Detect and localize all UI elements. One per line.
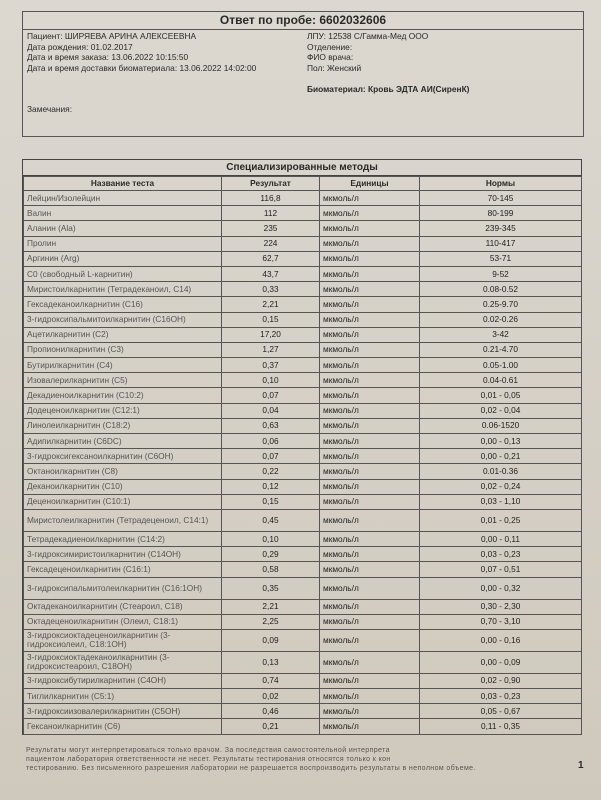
test-name: 3-гидроксигексаноилкарнитин (C6OH)	[24, 449, 222, 464]
test-name: 3-гидроксиизовалерилкарнитин (C5OH)	[24, 704, 222, 719]
test-norm: 0,11 - 0,35	[420, 719, 582, 734]
test-unit: мкмоль/л	[320, 342, 420, 357]
test-unit: мкмоль/л	[320, 509, 420, 531]
table-row	[24, 236, 582, 251]
test-name: Пропионилкарнитин (C3)	[24, 342, 222, 357]
test-name: Тиглилкарнитин (C5:1)	[24, 689, 222, 704]
lpu: ЛПУ: 12538 С/Гамма-Мед ООО	[307, 31, 429, 41]
table-row	[24, 651, 582, 673]
test-name: Пролин	[24, 236, 222, 251]
test-name: Гексадеценоилкарнитин (C16:1)	[24, 562, 222, 577]
table-row	[24, 449, 582, 464]
test-name: Додеценоилкарнитин (C12:1)	[24, 403, 222, 418]
test-result: 0,12	[222, 479, 320, 494]
test-result: 0,10	[222, 373, 320, 388]
test-name: 3-гидроксипальмитоилкарнитин (C16OH)	[24, 312, 222, 327]
table-row	[24, 191, 582, 206]
test-result: 0,22	[222, 464, 320, 479]
test-unit: мкмоль/л	[320, 418, 420, 433]
results-body	[24, 191, 582, 735]
test-unit: мкмоль/л	[320, 191, 420, 206]
table-row	[24, 221, 582, 236]
test-unit: мкмоль/л	[320, 434, 420, 449]
test-result: 116,8	[222, 191, 320, 206]
table-row	[24, 418, 582, 433]
test-name: Ацетилкарнитин (C2)	[24, 327, 222, 342]
table-row	[24, 689, 582, 704]
test-result: 0,04	[222, 403, 320, 418]
table-row	[24, 206, 582, 221]
doctor-name: ФИО врача:	[307, 52, 354, 63]
test-unit: мкмоль/л	[320, 266, 420, 281]
test-name: 3-гидроксиоктадеканоилкарнитин (3-гидроксистеароил, C18OH)	[24, 651, 222, 673]
test-unit: мкмоль/л	[320, 494, 420, 509]
order-datetime: Дата и время заказа: 13.06.2022 10:15:50	[27, 52, 189, 63]
page-number: 1	[578, 760, 584, 771]
test-unit: мкмоль/л	[320, 388, 420, 403]
table-row	[24, 297, 582, 312]
report-header	[22, 11, 584, 137]
test-unit: мкмоль/л	[320, 282, 420, 297]
test-norm: 0,02 - 0,90	[420, 673, 582, 688]
test-unit: мкмоль/л	[320, 403, 420, 418]
test-unit: мкмоль/л	[320, 689, 420, 704]
table-row	[24, 251, 582, 266]
test-unit: мкмоль/л	[320, 562, 420, 577]
table-row	[24, 403, 582, 418]
test-result: 0,29	[222, 547, 320, 562]
column-header-result: Результат	[222, 177, 320, 191]
test-name: Октаноилкарнитин (C8)	[24, 464, 222, 479]
test-norm: 0.25-9.70	[420, 297, 582, 312]
test-norm: 0,02 - 0,24	[420, 479, 582, 494]
table-row	[24, 531, 582, 546]
test-norm: 0,01 - 0,05	[420, 388, 582, 403]
test-name: Адипилкарнитин (C6DC)	[24, 434, 222, 449]
test-norm: 0.06-1520	[420, 418, 582, 433]
table-row	[24, 266, 582, 281]
test-norm: 0,03 - 0,23	[420, 547, 582, 562]
test-result: 0,15	[222, 312, 320, 327]
test-unit: мкмоль/л	[320, 479, 420, 494]
test-result: 0,33	[222, 282, 320, 297]
table-row	[24, 479, 582, 494]
disclaimer-line: Результаты могут интерпретироваться только врачом. За последствия самостоятельной интерпрета	[26, 747, 390, 754]
test-result: 0,10	[222, 531, 320, 546]
test-name: 3-гидроксиоктадеценоилкарнитин (3-гидроксиолеил, C18:1OH)	[24, 629, 222, 651]
table-row	[24, 547, 582, 562]
test-name: C0 (свободный L-карнитин)	[24, 266, 222, 281]
table-row	[24, 577, 582, 599]
test-name: Лейцин/Изолейцин	[24, 191, 222, 206]
test-name: Деценоилкарнитин (C10:1)	[24, 494, 222, 509]
test-name: Октадеканоилкарнитин (Стеароил, C18)	[24, 599, 222, 614]
test-name: Тетрадекадиеноилкарнитин (C14:2)	[24, 531, 222, 546]
test-name: Бутирилкарнитин (C4)	[24, 358, 222, 373]
column-header-name: Название теста	[24, 177, 222, 191]
table-row	[24, 719, 582, 734]
table-row	[24, 312, 582, 327]
table-row	[24, 704, 582, 719]
test-result: 0,07	[222, 449, 320, 464]
test-norm: 0,00 - 0,21	[420, 449, 582, 464]
test-norm: 239-345	[420, 221, 582, 236]
test-norm: 0,00 - 0,09	[420, 651, 582, 673]
test-name: Аргинин (Arg)	[24, 251, 222, 266]
department: Отделение:	[307, 41, 353, 52]
table-row	[24, 327, 582, 342]
test-norm: 70-145	[420, 191, 582, 206]
test-result: 0,58	[222, 562, 320, 577]
disclaimer-line: тестированию. Без письменного разрешения лаборатории не разрешается воспроизводить результаты в неполном объеме.	[26, 765, 476, 772]
test-result: 0,21	[222, 719, 320, 734]
test-result: 2,25	[222, 614, 320, 629]
test-norm: 110-417	[420, 236, 582, 251]
test-norm: 0,02 - 0,04	[420, 403, 582, 418]
test-result: 43,7	[222, 266, 320, 281]
test-norm: 0,00 - 0,13	[420, 434, 582, 449]
test-result: 62,7	[222, 251, 320, 266]
test-norm: 0,07 - 0,51	[420, 562, 582, 577]
results-section	[22, 159, 582, 735]
test-norm: 0.05-1.00	[420, 358, 582, 373]
test-unit: мкмоль/л	[320, 614, 420, 629]
test-norm: 0.21-4.70	[420, 342, 582, 357]
table-row	[24, 373, 582, 388]
table-row	[24, 614, 582, 629]
test-unit: мкмоль/л	[320, 297, 420, 312]
test-name: Деканоилкарнитин (C10)	[24, 479, 222, 494]
test-unit: мкмоль/л	[320, 221, 420, 236]
test-result: 0,15	[222, 494, 320, 509]
table-row	[24, 358, 582, 373]
test-unit: мкмоль/л	[320, 327, 420, 342]
patient-sex: Пол: Женский	[307, 62, 362, 73]
date-of-birth: Дата рождения: 01.02.2017	[27, 41, 133, 52]
test-result: 0,35	[222, 577, 320, 599]
results-table	[23, 176, 582, 735]
test-norm: 80-199	[420, 206, 582, 221]
table-row	[24, 282, 582, 297]
test-unit: мкмоль/л	[320, 651, 420, 673]
test-name: Аланин (Ala)	[24, 221, 222, 236]
column-header-units: Единицы	[320, 177, 420, 191]
table-header-row	[24, 177, 582, 191]
test-norm: 0.04-0.61	[420, 373, 582, 388]
test-name: Октадеценоилкарнитин (Олеил, C18:1)	[24, 614, 222, 629]
biomaterial: Биоматериал: Кровь ЭДТА АИ(СиренК)	[307, 84, 470, 94]
patient-info	[27, 31, 256, 73]
test-unit: мкмоль/л	[320, 629, 420, 651]
test-result: 235	[222, 221, 320, 236]
table-row	[24, 494, 582, 509]
test-unit: мкмоль/л	[320, 599, 420, 614]
test-unit: мкмоль/л	[320, 206, 420, 221]
test-result: 0,09	[222, 629, 320, 651]
table-row	[24, 342, 582, 357]
test-unit: мкмоль/л	[320, 577, 420, 599]
test-result: 0,06	[222, 434, 320, 449]
test-norm: 0,00 - 0,16	[420, 629, 582, 651]
delivery-datetime: Дата и время доставки биоматериала: 13.06.2022 14:02:00	[27, 62, 257, 73]
test-result: 0,13	[222, 651, 320, 673]
test-name: 3-гидроксибутирилкарнитин (C4OH)	[24, 673, 222, 688]
test-result: 0,46	[222, 704, 320, 719]
test-norm: 0,70 - 3,10	[420, 614, 582, 629]
patient-name: Пациент: ШИРЯЕВА АРИНА АЛЕКСЕЕВНА	[27, 31, 197, 41]
test-norm: 9-52	[420, 266, 582, 281]
test-name: 3-гидроксипальмитолеилкарнитин (C16:1OH)	[24, 577, 222, 599]
test-unit: мкмоль/л	[320, 547, 420, 562]
test-name: Линолеилкарнитин (C18:2)	[24, 418, 222, 433]
test-name: 3-гидроксимиристоилкарнитин (C14OH)	[24, 547, 222, 562]
test-norm: 0.02-0.26	[420, 312, 582, 327]
test-result: 224	[222, 236, 320, 251]
test-unit: мкмоль/л	[320, 704, 420, 719]
test-name: Декадиеноилкарнитин (C10:2)	[24, 388, 222, 403]
test-result: 0,37	[222, 358, 320, 373]
test-result: 0,07	[222, 388, 320, 403]
test-unit: мкмоль/л	[320, 449, 420, 464]
test-norm: 0,01 - 0,25	[420, 509, 582, 531]
test-norm: 0,00 - 0,32	[420, 577, 582, 599]
test-result: 112	[222, 206, 320, 221]
test-unit: мкмоль/л	[320, 358, 420, 373]
table-row	[24, 673, 582, 688]
column-header-norms: Нормы	[420, 177, 582, 191]
test-name: Миристолеилкарнитин (Тетрадеценоил, C14:1)	[24, 509, 222, 531]
table-row	[24, 562, 582, 577]
section-title: Специализированные методы	[23, 160, 581, 176]
test-norm: 0.01-0.36	[420, 464, 582, 479]
test-name: Миристоилкарнитин (Тетрадеканоил, C14)	[24, 282, 222, 297]
test-unit: мкмоль/л	[320, 236, 420, 251]
test-result: 0,74	[222, 673, 320, 688]
table-row	[24, 629, 582, 651]
test-result: 2,21	[222, 599, 320, 614]
test-norm: 0,03 - 1,10	[420, 494, 582, 509]
table-row	[24, 509, 582, 531]
test-name: Валин	[24, 206, 222, 221]
test-norm: 0,00 - 0,11	[420, 531, 582, 546]
test-unit: мкмоль/л	[320, 673, 420, 688]
test-norm: 0,30 - 2,30	[420, 599, 582, 614]
test-unit: мкмоль/л	[320, 719, 420, 734]
test-unit: мкмоль/л	[320, 531, 420, 546]
test-norm: 3-42	[420, 327, 582, 342]
disclaimer-line: пациентом лаборатория ответственности не несет. Результаты тестирования относятся только к кон	[26, 756, 391, 763]
test-result: 0,02	[222, 689, 320, 704]
test-result: 17,20	[222, 327, 320, 342]
table-row	[24, 464, 582, 479]
table-row	[24, 388, 582, 403]
test-name: Гексаноилкарнитин (C6)	[24, 719, 222, 734]
test-name: Гексадеканоилкарнитин (C16)	[24, 297, 222, 312]
test-name: Изовалерилкарнитин (C5)	[24, 373, 222, 388]
test-norm: 0.08-0.52	[420, 282, 582, 297]
test-norm: 0,03 - 0,23	[420, 689, 582, 704]
test-result: 2,21	[222, 297, 320, 312]
table-row	[24, 434, 582, 449]
test-result: 0,45	[222, 509, 320, 531]
test-unit: мкмоль/л	[320, 373, 420, 388]
remarks: Замечания:	[27, 104, 73, 114]
disclaimer	[26, 746, 556, 773]
test-unit: мкмоль/л	[320, 251, 420, 266]
table-row	[24, 599, 582, 614]
test-result: 1,27	[222, 342, 320, 357]
test-result: 0,63	[222, 418, 320, 433]
test-norm: 53-71	[420, 251, 582, 266]
clinic-info	[307, 31, 428, 73]
test-norm: 0,05 - 0,67	[420, 704, 582, 719]
report-title: Ответ по пробе: 6602032606	[23, 12, 583, 30]
test-unit: мкмоль/л	[320, 464, 420, 479]
test-unit: мкмоль/л	[320, 312, 420, 327]
